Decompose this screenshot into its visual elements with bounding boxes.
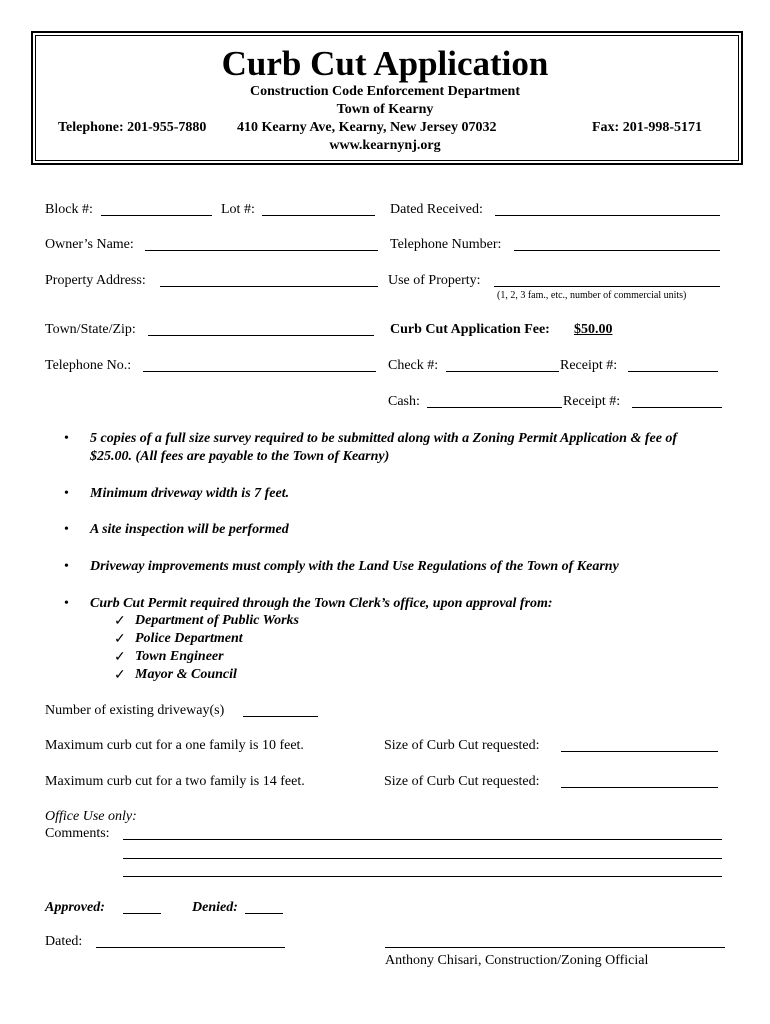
comments-line-3[interactable] xyxy=(123,876,722,877)
bullet-survey: 5 copies of a full size survey required to be submitted along with a Zoning Permit Application & fee of xyxy=(90,431,678,446)
dated-field[interactable] xyxy=(96,947,285,948)
telephone-number-field[interactable] xyxy=(514,250,720,251)
check-icon: ✓ xyxy=(114,614,126,629)
approval-public-works: Department of Public Works xyxy=(135,613,299,628)
header-fax: Fax: 201-998-5171 xyxy=(592,120,703,135)
owners-name-field[interactable] xyxy=(145,250,378,251)
block-label: Block #: xyxy=(45,202,93,217)
bullet-icon: • xyxy=(64,522,69,537)
approval-police: Police Department xyxy=(135,631,243,646)
official-name: Anthony Chisari, Construction/Zoning Official xyxy=(385,953,649,968)
comments-line-1[interactable] xyxy=(123,839,722,840)
lot-label: Lot #: xyxy=(221,202,255,217)
size-requested-label-2: Size of Curb Cut requested: xyxy=(384,774,540,789)
check-label: Check #: xyxy=(388,358,439,373)
page-title: Curb Cut Application xyxy=(221,44,549,83)
existing-driveways-field[interactable] xyxy=(243,716,318,717)
approval-mayor-council: Mayor & Council xyxy=(135,667,237,682)
receipt-field-2[interactable] xyxy=(632,407,722,408)
telephone-no-field[interactable] xyxy=(143,371,376,372)
town-state-zip-field[interactable] xyxy=(148,335,374,336)
dated-label: Dated: xyxy=(45,934,83,949)
bullet-min-width: Minimum driveway width is 7 feet. xyxy=(90,486,290,501)
town-state-zip-label: Town/State/Zip: xyxy=(45,322,136,337)
signature-line[interactable] xyxy=(385,947,725,948)
denied-label: Denied: xyxy=(192,900,238,915)
use-of-property-hint: (1, 2, 3 fam., etc., number of commercial units) xyxy=(497,290,687,301)
telephone-number-label: Telephone Number: xyxy=(390,237,502,252)
dated-received-label: Dated Received: xyxy=(390,202,483,217)
department-name: Construction Code Enforcement Department xyxy=(250,84,520,99)
dated-received-field[interactable] xyxy=(495,215,720,216)
owners-name-label: Owner’s Name: xyxy=(45,237,134,252)
header-telephone: Telephone: 201-955-7880 xyxy=(58,120,207,135)
comments-line-2[interactable] xyxy=(123,858,722,859)
town-name: Town of Kearny xyxy=(336,102,434,117)
telephone-no-label: Telephone No.: xyxy=(45,358,132,373)
fee-label: Curb Cut Application Fee: xyxy=(390,322,550,337)
comments-label: Comments: xyxy=(45,826,110,841)
property-address-field[interactable] xyxy=(160,286,378,287)
check-icon: ✓ xyxy=(114,668,126,683)
size-requested-field-2[interactable] xyxy=(561,787,718,788)
size-requested-label-1: Size of Curb Cut requested: xyxy=(384,738,540,753)
bullet-driveway-regulations: Driveway improvements must comply with the Land Use Regulations of the Town of Kearny xyxy=(90,559,619,574)
cash-field[interactable] xyxy=(427,407,562,408)
block-field[interactable] xyxy=(101,215,212,216)
receipt-label-2: Receipt #: xyxy=(563,394,621,409)
approved-label: Approved: xyxy=(45,900,105,915)
use-of-property-label: Use of Property: xyxy=(388,273,481,288)
approved-field[interactable] xyxy=(123,913,161,914)
property-address-label: Property Address: xyxy=(45,273,146,288)
denied-field[interactable] xyxy=(245,913,283,914)
check-icon: ✓ xyxy=(114,632,126,647)
receipt-field[interactable] xyxy=(628,371,718,372)
use-of-property-field[interactable] xyxy=(494,286,720,287)
bullet-icon: • xyxy=(64,431,69,446)
fee-value: $50.00 xyxy=(574,322,613,337)
receipt-label: Receipt #: xyxy=(560,358,618,373)
bullet-icon: • xyxy=(64,559,69,574)
bullet-site-inspection: A site inspection will be performed xyxy=(90,522,289,537)
bullet-survey-cont: $25.00. (All fees are payable to the Town of Kearny) xyxy=(90,449,390,464)
lot-field[interactable] xyxy=(262,215,375,216)
header-address: 410 Kearny Ave, Kearny, New Jersey 07032 xyxy=(237,120,497,135)
check-icon: ✓ xyxy=(114,650,126,665)
bullet-permit-required: Curb Cut Permit required through the Town Clerk’s office, upon approval from: xyxy=(90,596,553,611)
two-family-note: Maximum curb cut for a two family is 14 feet. xyxy=(45,774,305,789)
cash-label: Cash: xyxy=(388,394,420,409)
approval-town-engineer: Town Engineer xyxy=(135,649,224,664)
bullet-icon: • xyxy=(64,486,69,501)
office-use-heading: Office Use only: xyxy=(45,809,137,824)
one-family-note: Maximum curb cut for a one family is 10 feet. xyxy=(45,738,304,753)
website: www.kearnynj.org xyxy=(329,138,441,153)
bullet-icon: • xyxy=(64,596,69,611)
check-field[interactable] xyxy=(446,371,559,372)
existing-driveways-label: Number of existing driveway(s) xyxy=(45,703,225,718)
size-requested-field-1[interactable] xyxy=(561,751,718,752)
